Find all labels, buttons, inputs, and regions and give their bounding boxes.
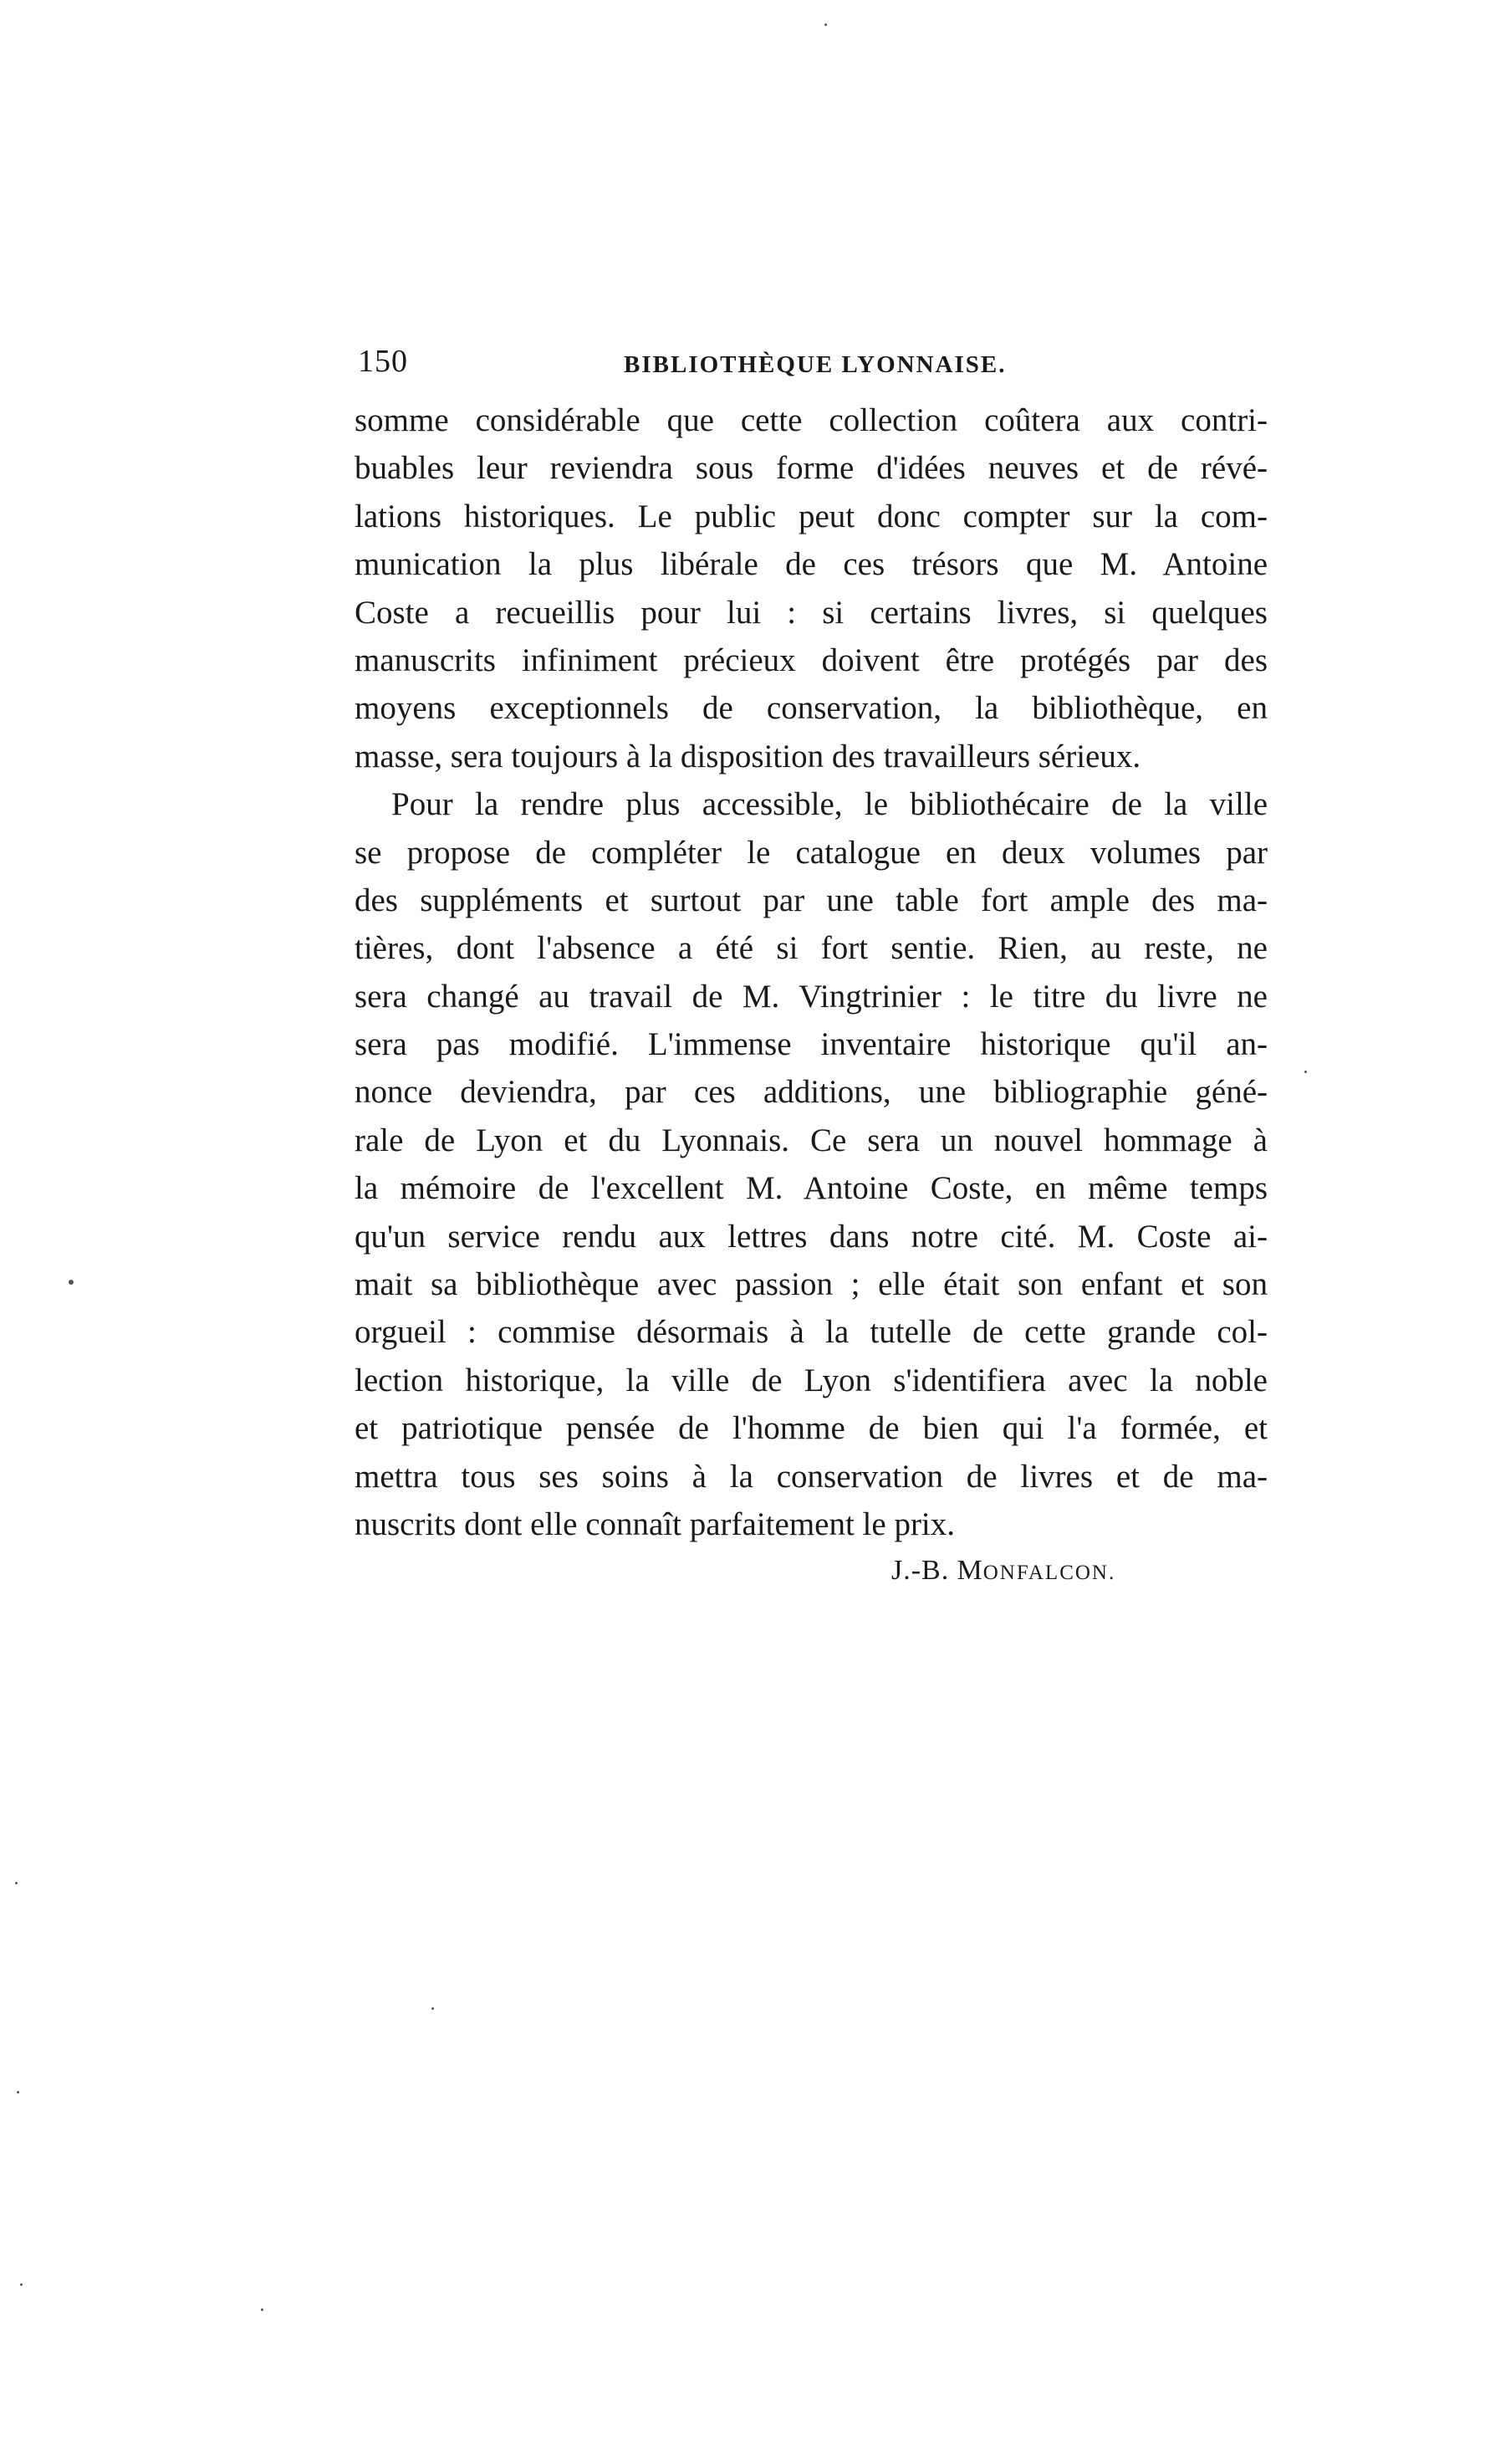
body-text bbox=[355, 396, 1268, 1548]
text-line: se propose de compléter le catalogue en deux volumes par bbox=[355, 834, 1268, 871]
text-line: des suppléments et surtout par une table fort ample des ma- bbox=[355, 882, 1268, 918]
signature-surname-initial: M bbox=[957, 1555, 983, 1586]
running-title: BIBLIOTHÈQUE LYONNAISE. bbox=[624, 351, 1007, 378]
text-line: manuscrits infiniment précieux doivent être protégés par des bbox=[355, 642, 1268, 678]
signature-surname: ONFALCON. bbox=[982, 1562, 1116, 1584]
text-line: moyens exceptionnels de conservation, la bibliothèque, en bbox=[355, 690, 1268, 727]
text-line: Coste a recueillis pour lui : si certains livres, si quelques bbox=[355, 594, 1268, 631]
scan-speck bbox=[431, 2007, 434, 2010]
text-line: nonce deviendra, par ces additions, une bibliographie géné- bbox=[355, 1074, 1268, 1111]
text-line: nuscrits dont elle connaît parfaitement le prix. bbox=[355, 1505, 956, 1542]
scan-speck bbox=[20, 2283, 23, 2286]
scan-speck bbox=[69, 1280, 74, 1285]
text-line: tières, dont l'absence a été si fort sentie. Rien, au reste, ne bbox=[355, 930, 1268, 967]
paragraph-2 bbox=[355, 780, 1268, 1548]
text-line: masse, sera toujours à la disposition des travailleurs sérieux. bbox=[355, 738, 1141, 774]
text-line: munication la plus libérale de ces trésors que M. Antoine bbox=[355, 546, 1268, 583]
scan-speck bbox=[261, 2308, 263, 2311]
text-line: sera changé au travail de M. Vingtrinier : le titre du livre ne bbox=[355, 978, 1268, 1015]
scan-speck bbox=[1304, 1071, 1307, 1073]
text-line: la mémoire de l'excellent M. Antoine Coste, en même temps bbox=[355, 1170, 1268, 1207]
text-line: et patriotique pensée de l'homme de bien qui l'a formée, et bbox=[355, 1410, 1268, 1447]
text-line: rale de Lyon et du Lyonnais. Ce sera un nouvel hommage à bbox=[355, 1122, 1268, 1158]
text-line: lection historique, la ville de Lyon s'identifiera avec la noble bbox=[355, 1362, 1268, 1398]
signature-initials: J.-B. bbox=[891, 1555, 950, 1586]
page-header bbox=[358, 336, 1269, 386]
text-line: lations historiques. Le public peut donc compter sur la com- bbox=[355, 498, 1268, 534]
text-line: Pour la rendre plus accessible, le bibliothécaire de la ville bbox=[391, 786, 1268, 823]
text-line: mettra tous ses soins à la conservation de livres et de ma- bbox=[355, 1458, 1268, 1495]
scan-speck bbox=[17, 2091, 19, 2093]
author-signature bbox=[891, 1551, 1115, 1593]
scan-speck bbox=[15, 1882, 18, 1884]
text-line: sera pas modifié. L'immense inventaire historique qu'il an- bbox=[355, 1026, 1268, 1063]
text-line: buables leur reviendra sous forme d'idées neuves et de révé- bbox=[355, 450, 1268, 487]
text-line: somme considérable que cette collection coûtera aux contri- bbox=[355, 402, 1268, 438]
scan-speck bbox=[824, 23, 827, 26]
page-number: 150 bbox=[358, 344, 408, 379]
text-line: mait sa bibliothèque avec passion ; elle était son enfant et son bbox=[355, 1266, 1268, 1303]
paragraph-1 bbox=[355, 396, 1268, 780]
text-line: orgueil : commise désormais à la tutelle de cette grande col- bbox=[355, 1314, 1268, 1351]
text-line: qu'un service rendu aux lettres dans notre cité. M. Coste ai- bbox=[355, 1218, 1268, 1255]
